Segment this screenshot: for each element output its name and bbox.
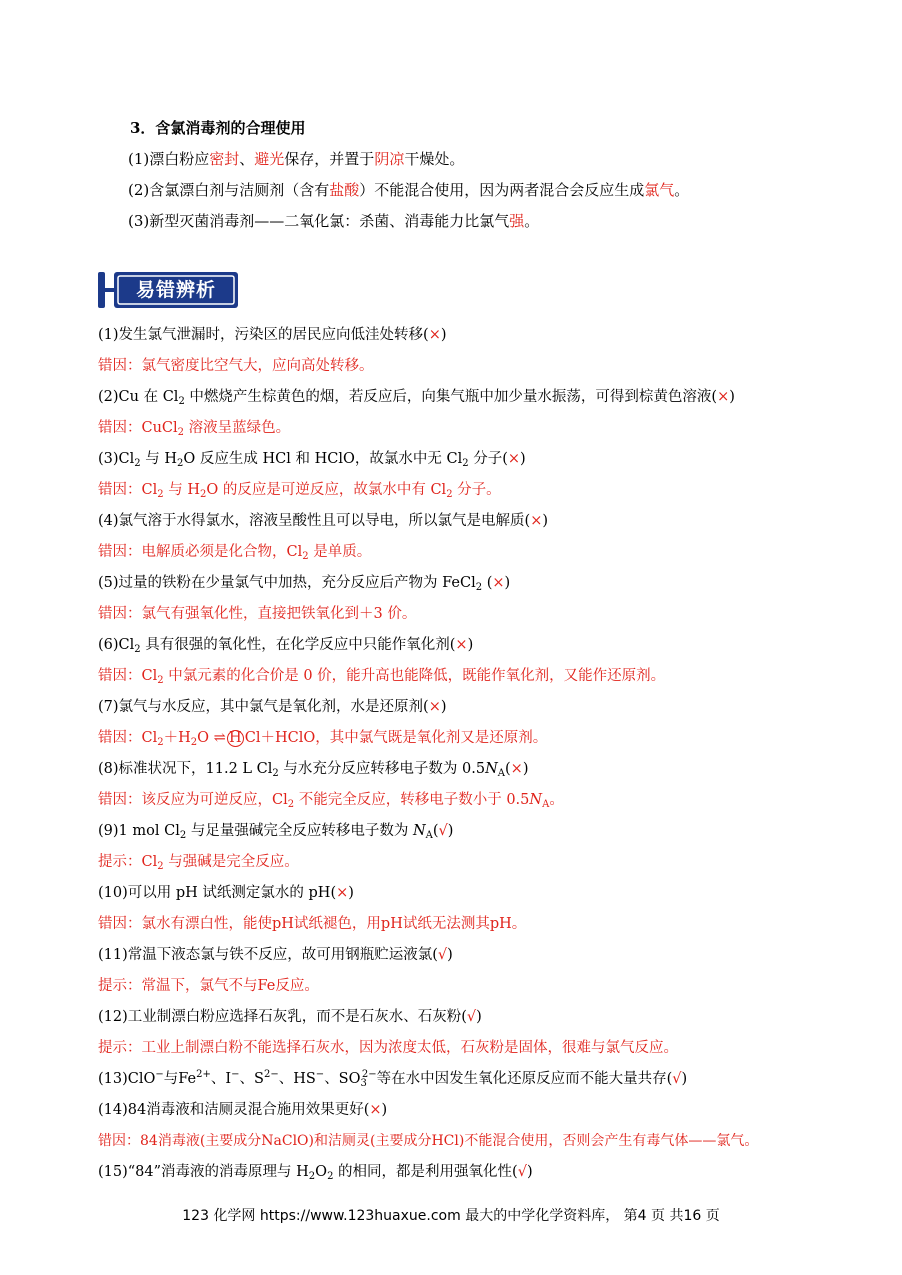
text: 与 H (163, 482, 200, 498)
text: ）不能混合使用，因为两者混合会反应生成 (359, 181, 645, 199)
entry-q4 (98, 511, 548, 531)
text: ) (447, 823, 454, 839)
avogadro-symbol: N (485, 761, 498, 777)
text: (2)Cu 在 Cl (98, 389, 179, 405)
text: (7)氯气与水反应，其中氯气是氧化剂，水是还原剂( (98, 699, 429, 715)
text: (6)Cl (98, 637, 135, 653)
text: ) (542, 513, 549, 529)
text: ) (467, 637, 474, 653)
avogadro-symbol: N (529, 792, 543, 808)
text: 与Fe (163, 1071, 197, 1087)
section-item-2 (128, 180, 689, 200)
highlight: 避光 (254, 150, 285, 168)
text: 。 (674, 181, 690, 199)
highlight: 氯气 (644, 181, 675, 199)
text: (8)标准状况下，11.2 L Cl (98, 761, 273, 777)
entry-q10 (98, 883, 354, 903)
result-mark: √ (517, 1164, 527, 1180)
text: ) (681, 1071, 688, 1087)
text: (4)氯气溶于水得氯水，溶液呈酸性且可以导电，所以氯气是电解质( (98, 513, 531, 529)
text: 。 (524, 212, 540, 230)
subscript: 2 (157, 861, 164, 872)
subscript: 2 (157, 675, 164, 686)
text: ) (381, 1102, 388, 1118)
result-mark: × (455, 637, 468, 653)
text: O (197, 730, 214, 746)
text: ＋H (163, 730, 191, 746)
entry-q1 (98, 325, 447, 345)
entry-q15 (98, 1162, 533, 1182)
result-mark: √ (466, 1009, 477, 1025)
subscript: 2 (190, 737, 198, 748)
text: 分子( (468, 451, 508, 467)
superscript: 2+ (196, 1069, 211, 1080)
text: 的相同，都是利用强氧化性( (333, 1164, 518, 1180)
entry-q13 (98, 1069, 687, 1089)
text: ( (504, 761, 511, 777)
section-banner (98, 268, 240, 312)
superscript: − (155, 1069, 164, 1080)
entry-a7 (98, 728, 547, 748)
text: 、S (239, 1071, 264, 1087)
subscript: 3 (360, 1078, 367, 1089)
subscript: 2 (177, 427, 185, 438)
text: ) (504, 575, 511, 591)
entry-q11 (98, 945, 453, 965)
text: ) (440, 327, 447, 343)
text: O (315, 1164, 328, 1180)
text: 中燃烧产生棕黄色的烟，若反应后，向集气瓶中加少量水振荡，可得到棕黄色溶液( (184, 389, 718, 405)
text: 错因：CuCl (98, 420, 178, 436)
entry-q8 (98, 759, 528, 779)
text: 错因：该反应为可逆反应，Cl (98, 792, 288, 808)
text: 、SO (324, 1071, 361, 1087)
highlight: 强 (509, 212, 525, 230)
entry-a8 (98, 790, 564, 810)
text: 、 (239, 150, 255, 168)
entry-a3 (98, 480, 501, 500)
subscript: 2 (446, 489, 453, 500)
result-mark: × (510, 761, 523, 777)
subscript: 2 (327, 1171, 334, 1182)
text: 。 (549, 792, 564, 808)
result-mark: √ (672, 1071, 682, 1087)
subscript: 2 (134, 644, 141, 655)
text: ) (522, 761, 529, 777)
entry-a5: 错因：氯气有强氧化性，直接把铁氧化到＋3 价。 (98, 606, 417, 622)
entry-a2 (98, 418, 290, 438)
text: 不能完全反应，转移电子数小于 0.5 (294, 792, 530, 808)
text: 等在水中因发生氧化还原反应而不能大量共存( (376, 1071, 673, 1087)
section-item-3 (128, 211, 539, 231)
entry-a1: 错因：氯气密度比空气大，应向高处转移。 (98, 358, 374, 374)
subscript: A (542, 799, 550, 810)
text: (3)新型灭菌消毒剂——二氧化氯：杀菌、消毒能力比氯气 (128, 212, 510, 230)
result-mark: × (428, 327, 441, 343)
text: 与 H (140, 451, 178, 467)
text: (5)过量的铁粉在少量氯气中加热，充分反应后产物为 FeCl (98, 575, 476, 591)
text: 与强碱是完全反应。 (163, 854, 299, 870)
subscript: 2 (157, 489, 164, 500)
entry-q7 (98, 697, 447, 717)
text: (13)ClO (98, 1071, 156, 1087)
text: (10)可以用 pH 试纸测定氯水的 pH( (98, 885, 337, 901)
text: 提示：Cl (98, 854, 158, 870)
circled-letter: H (227, 730, 244, 747)
text: ) (447, 947, 453, 963)
text: 保存，并置于 (284, 150, 375, 168)
result-mark: √ (437, 947, 448, 963)
text: ) (440, 699, 447, 715)
text: O 的反应是可逆反应，故氯水中有 Cl (206, 482, 447, 498)
text: (3)Cl (98, 451, 135, 467)
subscript: A (425, 830, 433, 841)
text: Cl＋HClO，其中氯气既是氧化剂又是还原剂。 (244, 730, 548, 746)
result-mark: × (492, 575, 505, 591)
text: ( (432, 823, 439, 839)
superscript: 2− (263, 1069, 279, 1080)
text: 是单质。 (308, 544, 372, 560)
text: 、I (210, 1071, 232, 1087)
text: ) (476, 1009, 482, 1025)
result-mark: × (428, 699, 441, 715)
entry-q2 (98, 387, 735, 407)
entry-a10: 错因：氯水有漂白性，能使pH试纸褪色，用pH试纸无法测其pH。 (98, 916, 527, 932)
text: 、HS (278, 1071, 316, 1087)
subscript: 2 (308, 1171, 316, 1182)
subscript: 2 (475, 582, 483, 593)
text: 干燥处。 (404, 150, 465, 168)
text: 具有很强的氧化性，在化学反应中只能作氧化剂( (140, 637, 456, 653)
section-item-1 (128, 149, 464, 169)
page-footer: 123 化学网 https://www.123huaxue.com 最大的中学化学资料库， 第4 页 共16 页 (182, 1208, 720, 1224)
text: ) (729, 389, 735, 405)
entry-q5 (98, 573, 510, 593)
superscript: − (231, 1069, 240, 1080)
entry-a4 (98, 542, 371, 562)
subscript: 2 (134, 458, 141, 469)
text: ) (348, 885, 354, 901)
subscript: 2 (302, 551, 309, 562)
result-mark: × (336, 885, 349, 901)
entry-a6 (98, 666, 665, 686)
text: (9)1 mol Cl (98, 823, 180, 839)
text: (11)常温下液态氯与铁不反应，故可用钢瓶贮运液氯( (98, 947, 438, 963)
text: (2)含氯漂白剂与洁厕剂（含有 (128, 181, 330, 199)
result-mark: × (530, 513, 543, 529)
entry-q14 (98, 1100, 387, 1120)
entry-q3 (98, 449, 526, 469)
text: ) (520, 451, 526, 467)
text: 与足量强碱完全反应转移电子数为 (186, 823, 413, 839)
text: 中氯元素的化合价是 0 价，能升高也能降低，既能作氧化剂，又能作还原剂。 (163, 668, 666, 684)
superscript: 2− (361, 1069, 377, 1080)
subscript: 2 (157, 737, 164, 748)
text: 溶液呈蓝绿色。 (184, 420, 291, 436)
result-mark: × (507, 451, 521, 467)
entry-a12: 提示：工业上制漂白粉不能选择石灰水，因为浓度太低，石灰粉是固体，很难与氯气反应。 (98, 1040, 678, 1056)
subscript: 2 (199, 489, 207, 500)
subscript: 2 (462, 458, 469, 469)
subscript: 2 (179, 830, 187, 841)
subscript: 2 (178, 396, 185, 407)
text: (1)漂白粉应 (128, 150, 210, 168)
entry-q6 (98, 635, 473, 655)
text: 与水充分反应转移电子数为 0.5 (278, 761, 486, 777)
superscript: − (315, 1069, 325, 1080)
section-title: 3．含氯消毒剂的合理使用 (130, 119, 306, 137)
entry-a11: 提示：常温下，氯气不与Fe反应。 (98, 978, 319, 994)
text: ) (526, 1164, 533, 1180)
text: (15)“84”消毒液的消毒原理与 H (98, 1164, 309, 1180)
equilibrium-arrow-icon: ⇌ (213, 730, 226, 746)
subscript: 2 (287, 799, 295, 810)
text: 分子。 (452, 482, 501, 498)
subscript: 2 (177, 458, 184, 469)
highlight: 阴凉 (374, 150, 405, 168)
result-mark: √ (438, 823, 448, 839)
highlight: 密封 (209, 150, 240, 168)
text: (1)发生氯气泄漏时，污染区的居民应向低洼处转移( (98, 327, 429, 343)
highlight: 盐酸 (329, 181, 360, 199)
text: O 反应生成 HCl 和 HClO，故氯水中无 Cl (183, 451, 463, 467)
text: 错因：Cl (98, 668, 158, 684)
avogadro-symbol: N (412, 823, 426, 839)
entry-q12 (98, 1007, 482, 1027)
text: 错因：Cl (98, 482, 158, 498)
text: 错因：电解质必须是化合物，Cl (98, 544, 303, 560)
entry-a14: 错因：84消毒液(主要成分NaClO)和洁厕灵(主要成分HCl)不能混合使用，否则会产生有毒气体——氯气。 (98, 1133, 759, 1149)
entry-a9 (98, 852, 299, 872)
result-mark: × (717, 389, 730, 405)
text: (12)工业制漂白粉应选择石灰乳，而不是石灰水、石灰粉( (98, 1009, 467, 1025)
banner-label: 易错辨析 (135, 279, 216, 301)
text: ( (482, 575, 493, 591)
subscript: 2 (272, 768, 279, 779)
text: 错因：Cl (98, 730, 158, 746)
entry-q9 (98, 821, 453, 841)
subscript: A (497, 768, 505, 779)
result-mark: × (369, 1102, 382, 1118)
text: (14)84消毒液和洁厕灵混合施用效果更好( (98, 1102, 370, 1118)
